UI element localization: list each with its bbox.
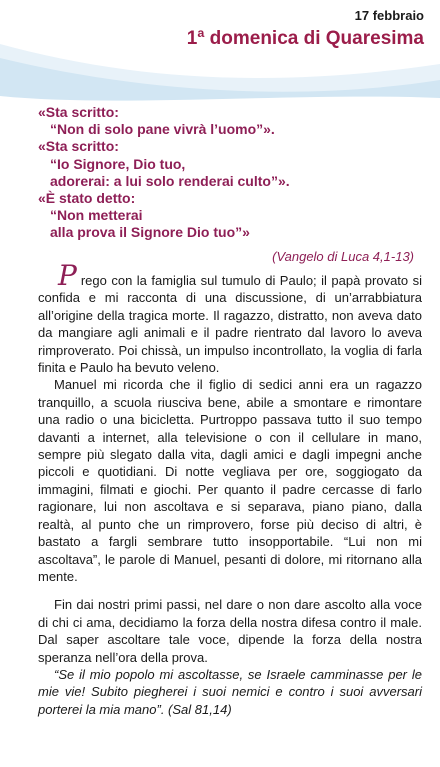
quote-line: “Non metterai bbox=[50, 207, 143, 224]
quote-line: «Sta scritto: bbox=[38, 104, 119, 120]
page-title: 1ª domenica di Quaresima bbox=[186, 28, 424, 49]
gospel-reference: (Vangelo di Luca 4,1-13) bbox=[272, 249, 414, 264]
quote-line: «Sta scritto: bbox=[38, 138, 119, 155]
reflection-text bbox=[38, 259, 422, 718]
quote-line: «È stato detto: bbox=[38, 190, 136, 207]
psalm-quote: “Se il mio popolo mi ascoltasse, se Israele camminasse per le mie vie! Subito piegherei i suoi nemici e contro i suoi avversari porterei la mia mano”. (Sal 81,14) bbox=[38, 666, 422, 717]
quote-line: alla prova il Signore Dio tuo”» bbox=[50, 224, 250, 241]
paragraph: Manuel mi ricorda che il figlio di sedici anni era un ragazzo tranquillo, a scuola riusciva bene, abile a smontare e rimontare una radio o una bicicletta. Purtroppo passava tutto il suo tempo davanti a internet, alla televisione o con il cellulare in mano, sempre più slegato dalla vita, dagli amici e dagli impegni anche piccoli e quotidiani. Di notte vegliava per ore, soggiogato da immagini, filmati e giochi. Per quanto il padre cercasse di farlo ragionare, lui non ascoltava e si separava, piano piano, dalla realtà, al punto che un rimprovero, forse più deciso di altri, è bastato a fargli sembrare tutto insopportabile. “Lui non mi ascoltava”, le parole di Manuel, pesanti di dolore, mi ritornano alla mente. bbox=[38, 377, 422, 584]
quote-line: adorerai: a lui solo renderai culto”». bbox=[50, 172, 290, 189]
paragraph bbox=[38, 259, 422, 376]
paragraph: Fin dai nostri primi passi, nel dare o non dare ascolto alla voce di chi ci ama, decidiamo la forza della nostra difesa contro il male. Dal saper ascoltare tale voce, dipende la forza della nostra speranza nell’ora della prova. bbox=[38, 597, 422, 665]
page-header bbox=[0, 0, 440, 104]
scripture-quote bbox=[38, 104, 428, 242]
drop-cap: P bbox=[58, 259, 77, 292]
paragraph-text: rego con la famiglia sul tumulo di Paulo; il papà provato si confida e mi racconta di una discussione, di un’arrabbiatura all’origine della tragica morte. Il ragazzo, distratto, non aveva dato da mangiare agli animali e il padre rientrato dal lavoro lo aveva rimproverato. Poi chissà, un impulso incontrollato, la voglia di farla finita e Paulo ha bevuto veleno. bbox=[38, 273, 422, 376]
quote-line: “Non di solo pane vivrà l’uomo”». bbox=[50, 121, 275, 138]
date-label: 17 febbraio bbox=[354, 8, 424, 23]
quote-line: “Io Signore, Dio tuo, bbox=[50, 155, 186, 172]
